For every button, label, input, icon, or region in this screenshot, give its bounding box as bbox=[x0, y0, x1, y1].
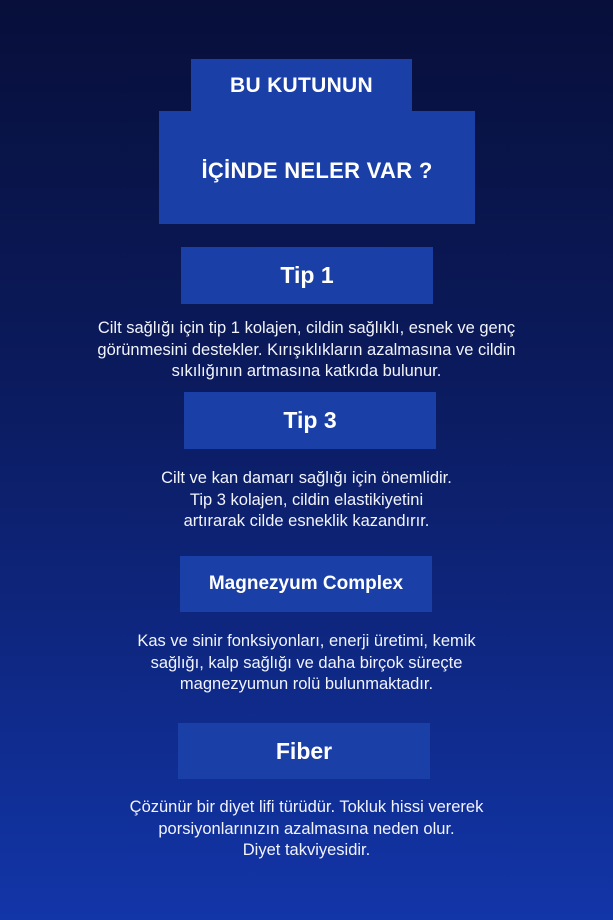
section-title-box-magnezyum bbox=[180, 556, 432, 612]
description-line: magnezyumun rolü bulunmaktadır. bbox=[179, 675, 434, 693]
description-line: Diyet takviyesidir. bbox=[242, 841, 371, 859]
heading-box-upper bbox=[191, 59, 412, 112]
section-title-magnezyum: Magnezyum Complex bbox=[208, 573, 404, 594]
description-line: Cilt sağlığı için tip 1 kolajen, cildin sağlıklı, esnek ve genç bbox=[97, 319, 516, 337]
heading-box-lower bbox=[159, 111, 475, 224]
description-line: Cilt ve kan damarı sağlığı için önemlidir. bbox=[161, 469, 452, 487]
description-line: Kas ve sinir fonksiyonları, enerji üretimi, kemik bbox=[137, 632, 476, 650]
heading-line-1: BU KUTUNUN bbox=[230, 73, 373, 97]
section-description-fiber bbox=[20, 797, 593, 862]
description-line: Tip 3 kolajen, cildin elastikiyetini bbox=[189, 490, 424, 509]
description-line: porsiyonlarınızın azalmasına neden olur. bbox=[158, 819, 455, 838]
section-title-box-tip1 bbox=[181, 247, 433, 304]
heading-line-2: İÇİNDE NELER VAR ? bbox=[201, 157, 433, 183]
description-line: sıkılığının artmasına katkıda bulunur. bbox=[171, 362, 442, 380]
section-title-box-fiber bbox=[178, 723, 430, 779]
section-title-tip1: Tip 1 bbox=[280, 262, 334, 288]
section-title-fiber: Fiber bbox=[275, 737, 333, 764]
description-line: sağlığı, kalp sağlığı ve daha birçok süreçte bbox=[150, 653, 463, 672]
section-description-tip1 bbox=[20, 318, 593, 383]
section-description-magnezyum bbox=[20, 631, 593, 696]
section-description-tip3 bbox=[20, 468, 593, 533]
description-line: artırarak cilde esneklik kazandırır. bbox=[183, 512, 430, 530]
description-line: görünmesini destekler. Kırışıklıkların azalmasına ve cildin bbox=[97, 340, 516, 359]
section-title-tip3: Tip 3 bbox=[283, 407, 337, 433]
description-line: Çözünür bir diyet lifi türüdür. Tokluk hissi vererek bbox=[129, 798, 484, 816]
section-title-box-tip3 bbox=[184, 392, 436, 449]
